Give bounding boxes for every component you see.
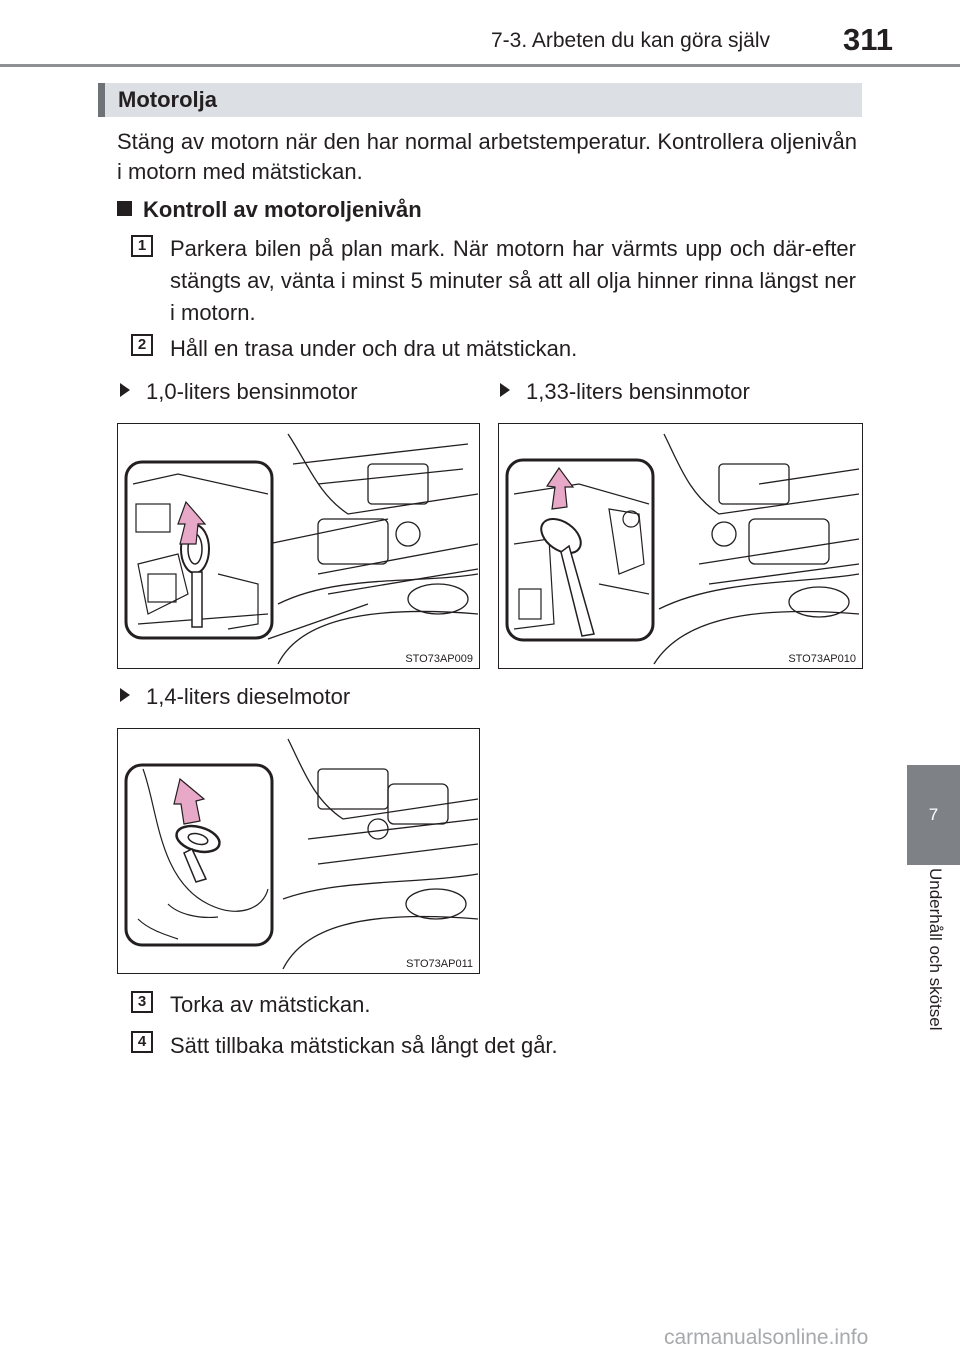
section-title-bar bbox=[98, 83, 862, 117]
intro-paragraph: Stäng av motorn när den har normal arbetstemperatur. Kontrollera oljenivån i motorn med mätstickan. bbox=[117, 129, 857, 184]
engine-illustration-figure bbox=[117, 423, 480, 669]
square-bullet-icon bbox=[117, 201, 132, 216]
figure-code: STO73AP011 bbox=[406, 958, 473, 970]
step-number-badge: 3 bbox=[131, 991, 153, 1013]
header-divider bbox=[0, 64, 960, 67]
triangle-bullet-icon bbox=[500, 383, 510, 397]
page-number: 311 bbox=[843, 22, 894, 57]
engine-illustration-figure bbox=[117, 728, 480, 974]
engine-illustration-figure bbox=[498, 423, 863, 669]
step-text: Sätt tillbaka mätstickan så långt det går. bbox=[170, 1033, 558, 1058]
step-number-badge: 2 bbox=[131, 334, 153, 356]
engine-bay-illustration bbox=[499, 424, 863, 669]
engine-bay-illustration bbox=[118, 729, 480, 974]
chapter-tab: 7 bbox=[907, 765, 960, 865]
figure-code: STO73AP009 bbox=[405, 653, 473, 665]
subheading bbox=[117, 197, 422, 223]
variant-label: 1,0-liters bensinmotor bbox=[120, 379, 358, 405]
figure-code: STO73AP010 bbox=[788, 653, 856, 665]
running-header-section: 7-3. Arbeten du kan göra själv bbox=[491, 29, 771, 52]
triangle-bullet-icon bbox=[120, 688, 130, 702]
watermark: carmanualsonline.info bbox=[664, 1326, 869, 1349]
step-number-badge: 4 bbox=[131, 1031, 153, 1053]
step-text: Parkera bilen på plan mark. När motorn har värmts upp och där-efter stängts av, vänta i minst 5 minuter så att all olja hinner rinna längst ner i motorn. bbox=[170, 236, 856, 325]
section-title: Motorolja bbox=[118, 87, 217, 112]
triangle-bullet-icon bbox=[120, 383, 130, 397]
variant-label: 1,4-liters dieselmotor bbox=[120, 684, 350, 710]
step-text: Håll en trasa under och dra ut mätstickan. bbox=[170, 336, 578, 361]
subheading-text: Kontroll av motoroljenivån bbox=[143, 197, 422, 222]
chapter-label: Underhåll och skötsel bbox=[926, 868, 945, 1031]
step-number-badge: 1 bbox=[131, 235, 153, 257]
engine-bay-illustration bbox=[118, 424, 480, 669]
step-text: Torka av mätstickan. bbox=[170, 992, 371, 1017]
variant-label: 1,33-liters bensinmotor bbox=[500, 379, 750, 405]
